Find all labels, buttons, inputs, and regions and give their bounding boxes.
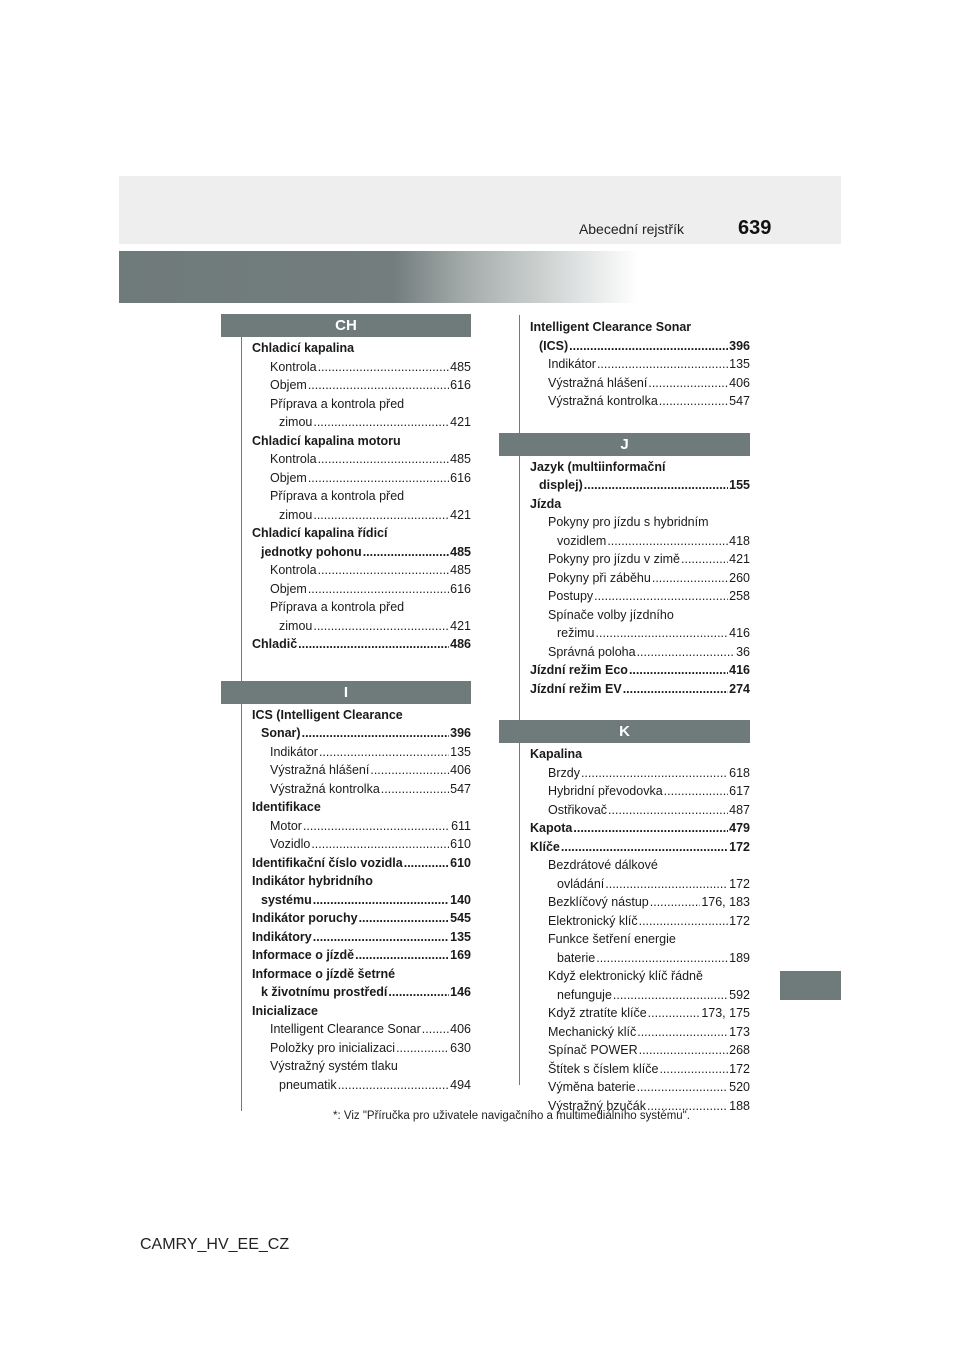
index-entry [530,745,750,764]
index-term: Indikátor hybridního [252,874,373,888]
page-reference: 487 [729,802,750,817]
leader-dots [359,909,450,928]
index-entry [530,374,750,393]
entry-list [530,318,750,411]
index-term: Chladicí kapalina [252,341,355,355]
index-term: Brzdy [548,765,580,780]
page-reference: 486 [450,637,471,651]
index-entry [530,1004,750,1023]
section-letter-header: K [499,720,750,743]
page-reference: 274 [729,681,750,696]
leader-dots [652,569,728,588]
index-term: Když ztratíte klíče [548,1006,647,1020]
leader-dots [308,469,449,488]
leader-dots [594,587,728,606]
index-term: Příprava a kontrola před [270,396,405,411]
leader-dots [639,1041,729,1060]
index-entry [530,532,750,551]
leader-dots [313,413,449,432]
index-term: Identifikační číslo vozidla [252,855,403,870]
page-reference: 421 [450,507,471,522]
page-reference: 479 [729,821,750,835]
leader-dots [363,543,449,562]
leader-dots [302,724,450,743]
index-entry [252,469,471,488]
page-number: 639 [738,217,772,239]
page-reference: 176, 183 [701,895,750,909]
index-entry [530,893,750,912]
index-entry [252,598,471,617]
footnote: *: Viz "Příručka pro uživatele navigačního a multimediálního systému". [333,1110,690,1122]
header-top-band [119,176,841,244]
index-term: Identifikace [252,800,321,814]
page-reference: 545 [450,911,471,925]
page-reference: 172 [729,876,750,891]
header-gradient-band [119,251,841,303]
index-term: Kapalina [530,747,583,761]
leader-dots [318,358,450,377]
page-reference: 188 [729,1098,750,1113]
index-entry [252,965,471,984]
index-entry [530,967,750,986]
page-reference: 485 [450,544,471,559]
index-term: Bezdrátové dálkové [548,858,658,872]
page-reference: 616 [450,378,471,392]
index-term: Indikátory [252,929,312,944]
section-title: Abecední rejstřík [578,221,684,237]
leader-dots [608,801,728,820]
index-term: Objem [270,470,307,485]
page-reference: 406 [450,1022,471,1036]
page-reference: 617 [729,784,750,798]
page-reference: 173, 175 [701,1006,750,1020]
leader-dots [561,838,728,857]
index-term: Chladicí kapalina motoru [252,433,401,448]
index-entry [530,764,750,783]
index-term: Indikátor [548,357,596,371]
leader-dots [650,893,701,912]
index-entry [530,949,750,968]
index-term: ovládání [557,876,605,891]
leader-dots [308,580,449,599]
index-term: Pokyny pro jízdu v zimě [548,552,680,566]
index-term: Výstražný systém tlaku [270,1059,398,1073]
leader-dots [388,983,449,1002]
index-entry [252,835,471,854]
index-entry [530,587,750,606]
index-term: Spínače volby jízdního [548,607,674,622]
leader-dots [303,817,450,836]
index-entry [252,1076,471,1095]
index-entry [530,513,750,532]
index-term: k životnímu prostředí [261,985,388,999]
index-term: zimou [279,415,313,429]
page-reference: 416 [729,626,750,640]
index-term: Kontrola [270,359,317,374]
page-reference: 135 [450,929,471,944]
right-index-column [530,318,750,1115]
leader-dots [311,835,449,854]
page-reference: 494 [450,1077,471,1092]
page-reference: 155 [729,478,750,492]
leader-dots [648,1004,701,1023]
leader-dots [607,532,728,551]
index-entry [530,782,750,801]
leader-dots [318,561,450,580]
index-term: Indikátor poruchy [252,911,358,925]
index-term: Sonar) [261,726,301,740]
index-term: Chladicí kapalina řídicí [252,526,388,540]
page-reference: 592 [729,987,750,1002]
index-term: (ICS) [539,338,569,353]
page-reference: 618 [729,765,750,780]
index-entry [530,801,750,820]
index-term: jednotky pohonu [261,544,362,559]
index-entry [530,392,750,411]
page-reference: 172 [729,1061,750,1076]
page-reference: 547 [450,781,471,796]
index-term: Příprava a kontrola před [270,600,405,614]
leader-dots [659,392,728,411]
index-term: Intelligent Clearance Sonar [270,1022,421,1036]
leader-dots [319,743,449,762]
index-term: Informace o jízdě šetrné [252,966,396,981]
index-term: Správná poloha [548,644,636,659]
index-entry [252,983,471,1002]
leader-dots [637,1023,728,1042]
index-entry [252,891,471,910]
page-reference: 169 [450,948,471,962]
index-entry [252,1057,471,1076]
index-entry [530,606,750,625]
index-entry [252,580,471,599]
index-term: Výstražná kontrolka [270,781,380,796]
entry-list [530,458,750,699]
index-term: Výstražná hlášení [270,763,370,777]
index-entry [530,838,750,857]
section-letter-header: I [221,681,471,704]
index-entry [252,724,471,743]
page-reference: 135 [450,744,471,759]
index-entry [252,872,471,891]
entry-list [530,745,750,1115]
index-entry [252,524,471,543]
page-reference: 396 [729,338,750,353]
page-reference: 406 [450,763,471,777]
index-term: Spínač POWER [548,1043,638,1057]
index-entry [530,1023,750,1042]
index-entry [252,780,471,799]
index-term: Klíče [530,839,560,854]
page-reference: 140 [450,892,471,907]
index-term: režimu [557,626,595,640]
index-entry [530,1060,750,1079]
leader-dots [637,643,736,662]
index-entry [252,376,471,395]
index-entry [252,946,471,965]
leader-dots [596,624,729,643]
leader-dots [396,1039,449,1058]
leader-dots [318,450,450,469]
page-reference: 421 [450,618,471,633]
index-entry [252,432,471,451]
right-column-rule [519,315,520,1085]
index-term: Kontrola [270,563,317,577]
leader-dots [298,635,449,654]
index-term: Motor [270,818,302,833]
index-entry [530,643,750,662]
page-reference: 547 [729,394,750,408]
index-entry [252,413,471,432]
index-entry [252,909,471,928]
index-term: Výstražná hlášení [548,375,648,390]
leader-dots [313,891,449,910]
page-reference: 611 [451,818,471,833]
index-term: Pokyny pro jízdu s hybridním [548,515,709,529]
leader-dots [313,928,449,947]
index-entry [530,1078,750,1097]
index-term: Kontrola [270,452,317,466]
index-term: systému [261,892,312,907]
leader-dots [648,374,728,393]
leader-dots [569,337,728,356]
index-term: Funkce šetření energie [548,932,676,946]
index-term: Bezklíčový nástup [548,895,649,909]
index-term: zimou [279,507,313,522]
index-entry [252,1002,471,1021]
page-reference: 616 [450,470,471,485]
index-entry [252,543,471,562]
entry-list [221,339,471,654]
index-entry [252,450,471,469]
index-term: Inicializace [252,1003,319,1018]
section-letter-header: J [499,433,750,456]
index-entry [252,561,471,580]
index-entry [530,624,750,643]
leader-dots [381,780,449,799]
index-entry [252,928,471,947]
index-entry [530,856,750,875]
index-term: Položky pro inicializaci [270,1040,396,1055]
page-reference: 268 [729,1043,750,1057]
index-entry [252,1020,471,1039]
index-term: Výměna baterie [548,1080,636,1094]
entry-list [221,706,471,1095]
index-term: nefunguje [557,987,612,1002]
page-reference: 406 [729,375,750,390]
leader-dots [623,680,728,699]
page-reference: 416 [729,663,750,677]
leader-dots [338,1076,449,1095]
index-term: Štítek s číslem klíče [548,1061,659,1076]
page-reference: 520 [729,1080,750,1094]
index-term: Postupy [548,589,594,603]
index-entry [530,476,750,495]
page-reference: 418 [729,533,750,548]
index-term: zimou [279,618,313,633]
index-term: ICS (Intelligent Clearance [252,707,403,722]
leader-dots [308,376,449,395]
leader-dots [355,946,449,965]
leader-dots [596,949,728,968]
index-entry [530,680,750,699]
index-term: Indikátor [270,744,318,759]
index-term: Výstražná kontrolka [548,394,658,408]
index-entry [530,661,750,680]
index-entry [252,743,471,762]
page-reference: 485 [450,563,471,577]
page-reference: 172 [729,913,750,928]
index-term: Hybridní převodovka [548,784,663,798]
index-entry [252,617,471,636]
index-entry [530,337,750,356]
page-reference: 616 [450,581,471,596]
index-term: Jízdní režim Eco [530,663,628,677]
index-term: Intelligent Clearance Sonar [530,320,692,334]
document-code: CAMRY_HV_EE_CZ [140,1236,290,1253]
index-entry [252,358,471,377]
page-reference: 36 [736,644,750,659]
page-reference: 258 [729,589,750,603]
page-reference: 630 [450,1040,471,1055]
index-entry [252,706,471,725]
index-term: Objem [270,378,307,392]
index-entry [530,495,750,514]
index-entry [530,930,750,949]
index-term: displej) [539,478,583,492]
leader-dots [639,912,729,931]
leader-dots [664,782,728,801]
leader-dots [581,764,728,783]
index-term: pneumatik [279,1077,337,1092]
index-term: Vozidlo [270,837,311,851]
index-term: Chladič [252,637,298,651]
index-entry [252,506,471,525]
leader-dots [370,761,449,780]
index-entry [530,875,750,894]
section-letter-header: CH [221,314,471,337]
index-term: Elektronický klíč [548,913,638,928]
leader-dots [613,986,728,1005]
leader-dots [313,617,449,636]
index-entry [530,318,750,337]
index-entry [252,635,471,654]
leader-dots [313,506,449,525]
index-entry [252,395,471,414]
index-entry [252,817,471,836]
index-entry [530,458,750,477]
index-term: Kapota [530,821,573,835]
leader-dots [681,550,728,569]
leader-dots [637,1078,729,1097]
index-entry [530,912,750,931]
page-reference: 173 [729,1024,750,1039]
chapter-thumb-tab [780,971,841,1000]
index-term: Výstražný bzučák [548,1098,646,1113]
index-entry [252,487,471,506]
leader-dots [573,819,728,838]
left-index-column [221,314,471,1094]
leader-dots [659,1060,728,1079]
page-reference: 260 [729,570,750,585]
index-term: Jízda [530,496,562,511]
page-reference: 421 [729,552,750,566]
page-reference: 172 [729,839,750,854]
leader-dots [629,661,728,680]
index-term: Jízdní režim EV [530,681,622,696]
page-reference: 421 [450,415,471,429]
index-term: Když elektronický klíč řádně [548,969,703,983]
index-entry [530,986,750,1005]
leader-dots [605,875,728,894]
page-reference: 146 [450,985,471,999]
index-term: Příprava a kontrola před [270,489,405,503]
index-term: Jazyk (multiinformační [530,459,666,474]
page-reference: 485 [450,359,471,374]
leader-dots [597,355,728,374]
page-reference: 135 [729,357,750,371]
index-entry [252,761,471,780]
page-reference: 610 [450,837,471,851]
index-term: vozidlem [557,533,607,548]
index-term: Objem [270,581,307,596]
index-term: Ostřikovač [548,802,608,817]
index-entry [252,339,471,358]
page-reference: 485 [450,452,471,466]
index-term: Pokyny při záběhu [548,570,651,585]
index-entry [530,819,750,838]
leader-dots [584,476,728,495]
index-entry [252,854,471,873]
index-entry [530,355,750,374]
index-term: Mechanický klíč [548,1024,637,1039]
page-reference: 396 [450,726,471,740]
index-entry [252,798,471,817]
page-reference: 610 [450,855,471,870]
index-entry [252,1039,471,1058]
leader-dots [422,1020,449,1039]
index-entry [530,569,750,588]
leader-dots [404,854,449,873]
index-entry [530,1041,750,1060]
index-entry [530,550,750,569]
page-reference: 189 [729,950,750,965]
index-term: baterie [557,950,596,965]
index-term: Informace o jízdě [252,948,355,962]
